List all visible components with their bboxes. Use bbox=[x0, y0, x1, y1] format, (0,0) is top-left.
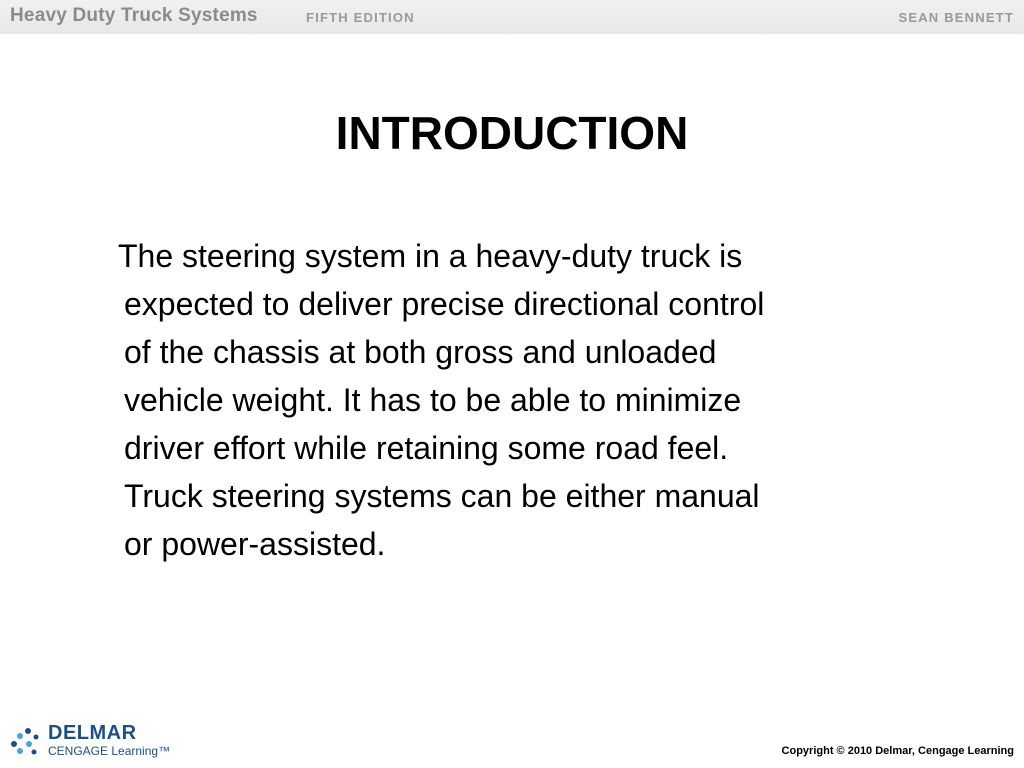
body-line: driver effort while retaining some road feel. bbox=[124, 430, 729, 466]
body-line: of the chassis at both gross and unloaded bbox=[124, 334, 717, 370]
body-line: Truck steering systems can be either manual bbox=[124, 478, 760, 514]
body-paragraph bbox=[118, 232, 944, 568]
edition-label: FIFTH EDITION bbox=[306, 10, 415, 25]
delmar-logo-icon bbox=[8, 724, 42, 758]
copyright-notice: Copyright © 2010 Delmar, Cengage Learning bbox=[781, 745, 1014, 757]
book-title: Heavy Duty Truck Systems bbox=[10, 5, 258, 26]
logo-brand-text: DELMAR bbox=[48, 722, 137, 744]
logo-sub-text bbox=[48, 744, 170, 758]
logo-sub-label: CENGAGE Learning bbox=[48, 744, 159, 758]
publisher-logo bbox=[8, 720, 188, 764]
slide-title: INTRODUCTION bbox=[335, 107, 689, 159]
body-line: expected to deliver precise directional control bbox=[124, 286, 765, 322]
body-line: vehicle weight. It has to be able to minimize bbox=[124, 382, 742, 418]
body-line: The steering system in a heavy-duty truck is bbox=[118, 238, 743, 274]
logo-trademark: ™ bbox=[158, 744, 171, 758]
author-name: SEAN BENNETT bbox=[898, 10, 1014, 25]
body-line: or power-assisted. bbox=[124, 526, 386, 562]
header-bar bbox=[0, 0, 1024, 34]
